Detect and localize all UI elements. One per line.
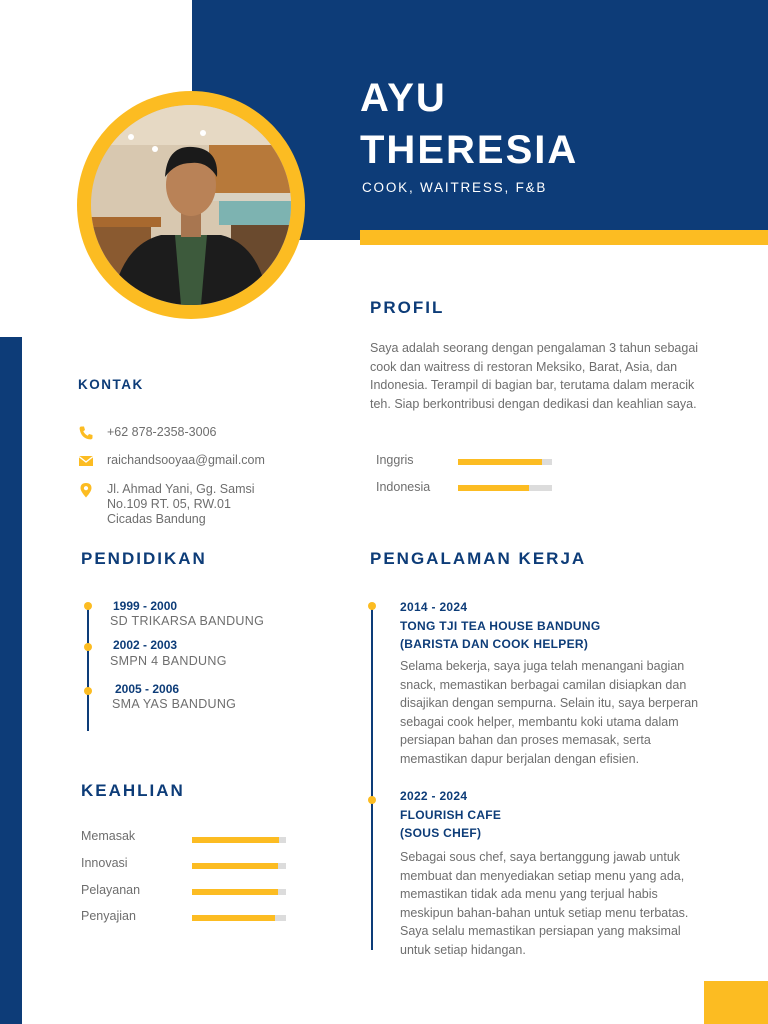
phone-icon [78, 425, 94, 441]
job-entry-header [400, 787, 501, 843]
skill-bar-fill [192, 889, 278, 895]
contact-address [78, 482, 255, 527]
job-entry-header [400, 598, 600, 654]
job-years: 2022 - 2024 [400, 789, 468, 803]
education-title: PENDIDIKAN [81, 549, 207, 568]
timeline-dot [84, 602, 92, 610]
skill-label: Innovasi [81, 856, 128, 870]
skill-bar-fill [192, 837, 279, 843]
contact-title: KONTAK [78, 377, 144, 392]
education-school: SMA YAS BANDUNG [112, 697, 237, 711]
role-subtitle: COOK, WAITRESS, F&B [362, 180, 548, 195]
timeline-dot [84, 643, 92, 651]
skill-bar-fill [192, 863, 278, 869]
experience-title: PENGALAMAN KERJA [370, 549, 587, 568]
last-name: THERESIA [360, 128, 579, 172]
experience-timeline-line [371, 606, 373, 950]
address-line: Cicadas Bandung [107, 512, 206, 526]
timeline-dot [368, 796, 376, 804]
language-bar-indonesia [458, 485, 552, 491]
name-heading [360, 74, 578, 174]
job-company: TONG TJI TEA HOUSE BANDUNG [400, 618, 601, 633]
job-position: (SOUS CHEF) [400, 826, 482, 840]
location-pin-icon [78, 482, 94, 498]
address-block [107, 482, 255, 527]
timeline-dot [368, 602, 376, 610]
skill-label: Pelayanan [81, 883, 141, 897]
job-company: FLOURISH CAFE [400, 807, 502, 822]
profile-title: PROFIL [370, 298, 445, 317]
left-accent-bar [0, 337, 22, 1024]
education-school: SD TRIKARSA BANDUNG [110, 614, 265, 628]
skill-bar [192, 837, 286, 843]
skill-bar [192, 889, 286, 895]
email-icon [78, 453, 94, 469]
job-description: Selama bekerja, saya juga telah menangani bagian snack, memastikan berbagai camilan disiapkan dan disajikan dengan sempurna. Selain itu, saya berperan sebagai cook helper, membantu koki utama dalam persiapan bahan dan proses memasak, serta memastikan dapur berjalan dengan efisien. [400, 659, 699, 766]
profile-photo [91, 105, 291, 305]
skill-bar [192, 915, 286, 921]
education-years: 2002 - 2003 [113, 638, 178, 652]
job-position: (BARISTA DAN COOK HELPER) [400, 637, 589, 651]
skill-label: Memasak [81, 829, 136, 843]
skill-label: Penyajian [81, 909, 136, 923]
first-name: AYU [360, 76, 447, 120]
language-bar-fill-indonesia [458, 485, 529, 491]
phone-number[interactable]: +62 878-2358-3006 [107, 425, 217, 439]
profile-photo-illustration [91, 105, 291, 305]
address-line: Jl. Ahmad Yani, Gg. Samsi [107, 482, 255, 496]
education-timeline-line [87, 603, 89, 731]
skill-bar [192, 863, 286, 869]
email-address[interactable]: raichandsooyaa@gmail.com [107, 453, 265, 467]
corner-accent-block [704, 981, 768, 1024]
address-line: No.109 RT. 05, RW.01 [107, 497, 231, 511]
education-years: 2005 - 2006 [115, 682, 180, 696]
education-years: 1999 - 2000 [113, 599, 178, 613]
education-school: SMPN 4 BANDUNG [110, 654, 227, 668]
timeline-dot [84, 687, 92, 695]
skill-bar-fill [192, 915, 275, 921]
language-bar-english [458, 459, 552, 465]
contact-phone [78, 425, 216, 441]
job-years: 2014 - 2024 [400, 600, 468, 614]
profile-text: Saya adalah seorang dengan pengalaman 3 tahun sebagai cook dan waitress di restoran Meksiko, Barat, Asia, dan Indonesia. Terampil di bagian bar, terutama dalam meracik teh. Siap berkontribusi dengan dedikasi dan keahlian saya. [370, 341, 699, 411]
job-description: Sebagai sous chef, saya bertanggung jawab untuk membuat dan menyediakan setiap menu yang ada, memastikan tidak ada menu yang terjual habis meskipun bahan-bahan untuk setiap menu terbatas. Saya selalu memastikan persiapan yang maksimal untuk setiap hidangan. [400, 850, 689, 957]
header-accent-stripe [360, 230, 768, 245]
language-label-indonesia: Indonesia [376, 480, 431, 494]
language-bar-fill-english [458, 459, 542, 465]
language-label-english: Inggris [376, 453, 414, 467]
skills-title: KEAHLIAN [81, 781, 185, 800]
contact-email [78, 453, 265, 469]
